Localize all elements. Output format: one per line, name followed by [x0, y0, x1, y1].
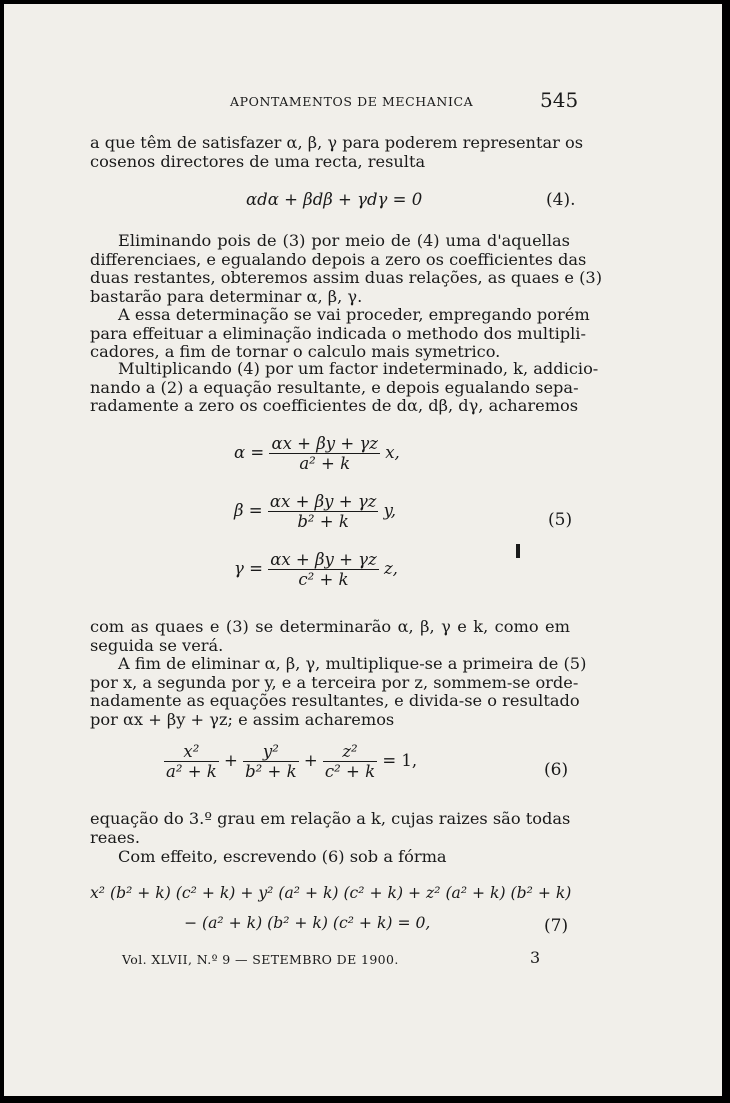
equation-5-row: γ = $\frac{\alpha x + \beta y + \gamma z}{\text{c² + k}}$ z, — [234, 550, 398, 589]
equation-4: αdα + βdβ + γdγ = 0 — [246, 190, 423, 209]
fraction-numerator: y² — [243, 742, 299, 762]
equation-lhs: α — [234, 443, 246, 462]
fraction-numerator: αx + βy + γz — [269, 492, 377, 511]
fraction — [268, 492, 379, 531]
text-line: radamente a zero os coefficientes de dα, dβ, dγ, acharemos — [90, 396, 579, 416]
text-line: cadores, a fim de tornar o calculo mais symetrico. — [90, 342, 501, 362]
ink-blot — [516, 544, 520, 558]
text-line: Multiplicando (4) por um factor indeterminado, k, addicio- — [118, 359, 599, 378]
text-line: differenciaes, e egualando depois a zero os coefficientes das — [90, 249, 587, 269]
fraction-denominator: c² + k — [324, 762, 376, 781]
text-line: Eliminando pois de (3) por meio de (4) uma d'aquellas — [118, 231, 570, 250]
equation-5-number: (5) — [548, 510, 573, 530]
text-line: com as quaes e (3) se determinarão α, β, γ e k, como em — [90, 617, 570, 636]
text-line: A essa determinação se vai proceder, empregando porém — [118, 305, 590, 324]
equation-5-row: β = $\frac{\alpha x + \beta y + \gamma z}{\text{b² + k}}$ y, — [234, 492, 396, 531]
equation-7-number: (7) — [544, 916, 569, 936]
equation-tail: y, — [383, 501, 396, 520]
paragraph-1 — [90, 133, 584, 171]
paragraph-5 — [90, 618, 570, 655]
equation-lhs: β — [234, 501, 244, 520]
text-line: Com effeito, escrevendo (6) sob a fórma — [118, 847, 447, 866]
paragraph-6 — [90, 654, 587, 729]
page-header — [4, 88, 722, 116]
equation-6-number: (6) — [544, 760, 569, 780]
text-line: nadamente as equações resultantes, e divida-se o resultado — [90, 691, 580, 711]
text-line: por x, a segunda por y, e a terceira por z, sommem-se orde- — [90, 672, 579, 692]
text-line: a que têm de satisfazer α, β, γ para poderem representar os — [90, 133, 584, 152]
equation-7-line-2: − (a² + k) (b² + k) (c² + k) = 0, — [184, 914, 431, 932]
text-line: reaes. — [90, 827, 141, 847]
fraction-denominator: b² + k — [245, 762, 297, 781]
equation-6: $\frac{\text{x²}}{\text{a² + k}}$ + $\frac{\text{y²}}{\text{b² + k}}$ + $\frac{\text{z²}}{\text{c² + k}}$ = 1, — [166, 742, 418, 781]
equation-rhs: = 1, — [382, 751, 418, 770]
text-line: cosenos directores de uma recta, resulta — [90, 151, 426, 171]
text-line: para effeituar a eliminação indicada o methodo dos multipli- — [90, 323, 586, 343]
equation-5-row: α = $\frac{\alpha x + \beta y + \gamma z}{\text{a² + k}}$ x, — [234, 434, 400, 473]
fraction — [269, 434, 380, 473]
text-line: A fim de eliminar α, β, γ, multiplique-se a primeira de (5) — [118, 654, 587, 673]
page — [4, 4, 722, 1096]
fraction-numerator: αx + βy + γz — [270, 550, 377, 569]
text-line: por αx + βy + γz; e assim acharemos — [90, 709, 395, 729]
text-line: bastarão para determinar α, β, γ. — [90, 286, 363, 306]
text-line: seguida se verá. — [90, 635, 224, 655]
signature-mark: 3 — [530, 948, 541, 967]
fraction — [243, 742, 299, 781]
fraction-numerator: αx + βy + γz — [271, 434, 378, 453]
paragraph-4 — [90, 359, 599, 416]
running-head: APONTAMENTOS DE MECHANICA — [230, 94, 474, 109]
fraction-numerator: z² — [323, 742, 377, 762]
equation-4-number: (4). — [546, 190, 576, 210]
fraction-denominator: a² + k — [299, 454, 351, 473]
page-number: 545 — [540, 88, 579, 112]
paragraph-3 — [90, 305, 590, 362]
equation-tail: z, — [383, 559, 398, 578]
text-line: equação do 3.º grau em relação a k, cujas raizes são todas — [90, 809, 571, 828]
fraction — [164, 742, 219, 781]
paragraph-8 — [90, 848, 570, 867]
paragraph-7 — [90, 810, 570, 847]
fraction-denominator: c² + k — [298, 570, 349, 589]
footer-volume-info: Vol. XLVII, N.º 9 — SETEMBRO DE 1900. — [122, 952, 399, 967]
equation-7-line-1: x² (b² + k) (c² + k) + y² (a² + k) (c² + k) + z² (a² + k) (b² + k) — [90, 884, 572, 902]
fraction-denominator: a² + k — [166, 762, 217, 781]
paragraph-2 — [90, 231, 603, 306]
fraction-numerator: x² — [164, 742, 219, 762]
fraction — [268, 550, 379, 589]
fraction-denominator: b² + k — [297, 512, 349, 531]
text-line: nando a (2) a equação resultante, e depois egualando sepa- — [90, 377, 579, 397]
equation-tail: x, — [385, 443, 400, 462]
equation-lhs: γ — [234, 559, 244, 578]
text-line: duas restantes, obteremos assim duas relações, as quaes e (3) — [90, 268, 603, 288]
fraction — [323, 742, 377, 781]
